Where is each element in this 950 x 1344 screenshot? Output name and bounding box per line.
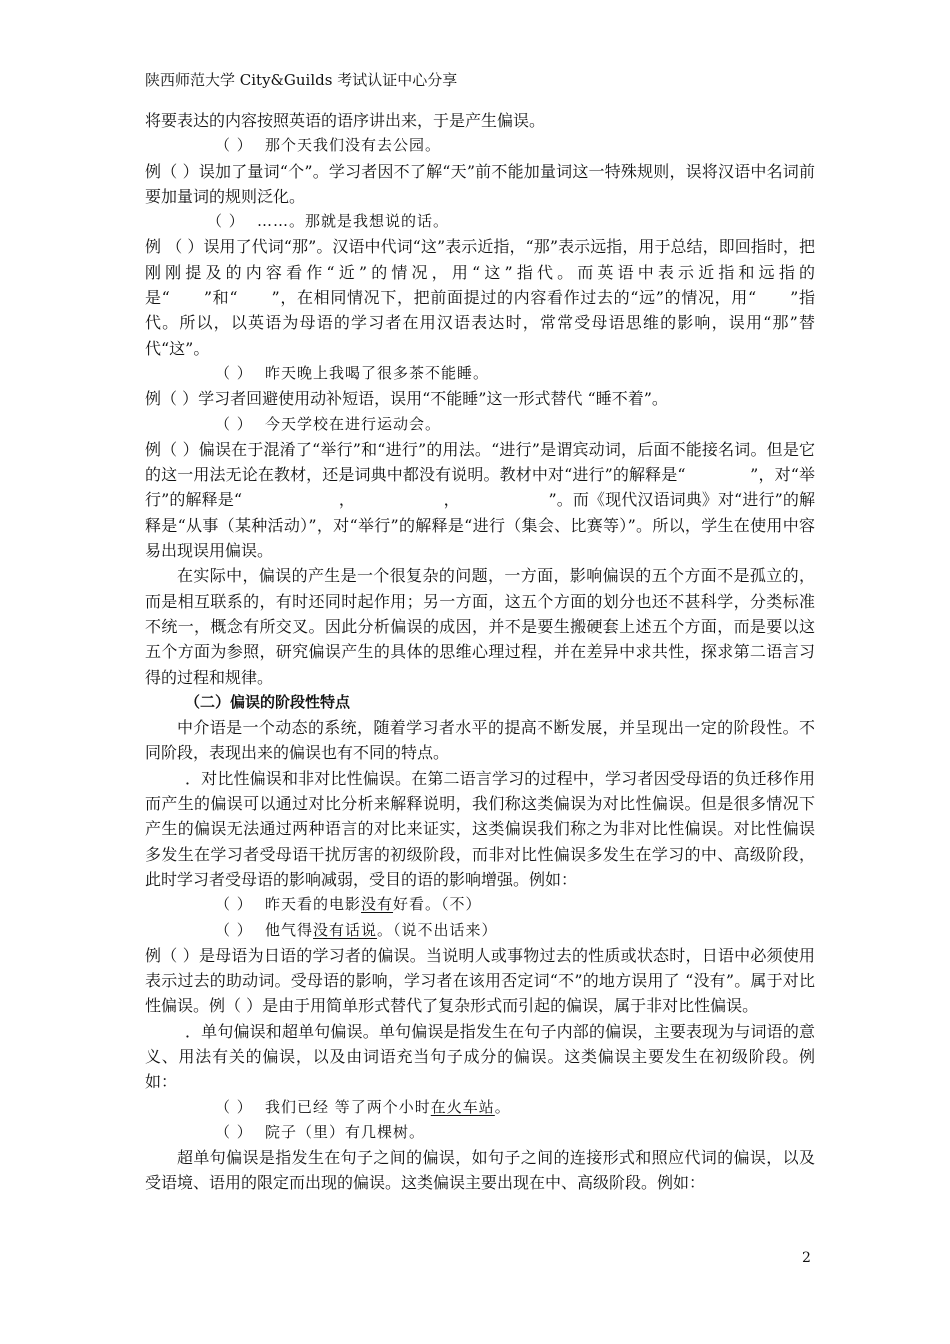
underlined-error: 没有话说 bbox=[313, 920, 378, 939]
example-explanation: 例（ ）学习者回避使用动补短语，误用“不能睡”这一形式替代 “睡不着”。 bbox=[145, 389, 668, 409]
example-text: 昨天看的电影 bbox=[265, 895, 362, 914]
example-sentence bbox=[145, 892, 815, 917]
example-text: 好看。（不） bbox=[393, 895, 482, 914]
document-body bbox=[145, 108, 815, 1196]
paragraph-continuation: 将要表达的内容按照英语的语序讲出来，于是产生偏误。 bbox=[145, 111, 546, 130]
section-heading: （二）偏误的阶段性特点 bbox=[185, 692, 351, 711]
example-text: 。（说不出话来） bbox=[377, 920, 498, 939]
example-text: 今天学校在进行运动会。 bbox=[265, 414, 442, 433]
body-paragraph: 超单句偏误是指发生在句子之间的偏误，如句子之间的连接形式和照应代词的偏误，以及受语境、语用的限定而出现的偏误。这类偏误主要出现在中、高级阶段。例如： bbox=[145, 1148, 815, 1193]
example-text: 昨天晚上我喝了很多茶不能睡。 bbox=[265, 363, 490, 382]
example-sentence bbox=[145, 133, 815, 158]
example-number: （ ） bbox=[215, 1097, 253, 1116]
example-sentence bbox=[145, 361, 815, 386]
example-sentence bbox=[145, 918, 815, 943]
example-number: （ ） bbox=[215, 1122, 253, 1141]
example-text: 他气得 bbox=[265, 920, 314, 939]
example-number: （ ） bbox=[215, 895, 253, 914]
example-text: 我们已经 等了两个小时 bbox=[265, 1097, 431, 1116]
example-sentence bbox=[145, 209, 815, 234]
example-text: 院子（里）有几棵树。 bbox=[265, 1122, 426, 1141]
example-text: ……。那就是我想说的话。 bbox=[257, 212, 450, 231]
example-number: （ ） bbox=[215, 136, 253, 155]
underlined-error: 在火车站 bbox=[430, 1097, 495, 1116]
example-text: 。 bbox=[494, 1097, 511, 1116]
example-number: （ ） bbox=[215, 414, 253, 433]
example-text: 那个天我们没有去公园。 bbox=[265, 136, 442, 155]
body-paragraph: 在实际中，偏误的产生是一个很复杂的问题，一方面，影响偏误的五个方面不是孤立的，而是相互联系的，有时还同时起作用；另一方面，这五个方面的划分也还不甚科学，分类标准不统一，概念有所交叉。因此分析偏误的成因，并不是要生搬硬套上述五个方面，而是要以这五个方面为参照，研究偏误产生的具体的思维心理过程，并在差异中求共性，探求第二语言习得的过程和规律。 bbox=[145, 566, 815, 687]
example-explanation: 例（ ）是母语为日语的学习者的偏误。当说明人或事物过去的性质或状态时，日语中必须使用表示过去的助动词。受母语的影响，学习者在该用否定词“不”的地方误用了 “没有”。属于对比性偏误。例（ ）是由于用简单形式替代了复杂形式而引起的偏误，属于非对比性偏误。 bbox=[145, 945, 815, 1016]
list-item-contrastive-errors: ．对比性偏误和非对比性偏误。在第二语言学习的过程中，学习者因受母语的负迁移作用而产生的偏误可以通过对比分析来解释说明，我们称这类偏误为对比性偏误。但是很多情况下产生的偏误无法通过两种语言的对比来证实，这类偏误我们称之为非对比性偏误。对比性偏误多发生在学习者受母语干扰厉害的初级阶段，而非对比性偏误多发生在学习的中、高级阶段，此时学习者受母语的影响减弱，受目的语的影响增强。例如： bbox=[145, 768, 815, 889]
example-explanation: 例（ ）偏误在于混淆了“举行”和“进行”的用法。“进行”是谓宾动词，后面不能接名词。但是它的这一用法无论在教材，还是词典中都没有说明。教材中对“进行”的解释是“ ”，对“举行”的解释是“ ， ， ”。而《现代汉语词典》对“进行”的解释是“从事（某种活动）”，对“举行”的解释是“进行（集会、比赛等）”。所以，学生在使用中容易出现误用偏误。 bbox=[145, 439, 815, 561]
example-sentence bbox=[145, 412, 815, 437]
underlined-error: 没有 bbox=[361, 895, 394, 914]
example-sentence bbox=[145, 1095, 815, 1120]
example-sentence bbox=[145, 1120, 815, 1145]
example-explanation: 例（ ）误加了量词“个”。学习者因不了解“天”前不能加量词这一特殊规则，误将汉语中名词前要加量词的规则泛化。 bbox=[145, 161, 815, 206]
body-paragraph: 中介语是一个动态的系统，随着学习者水平的提高不断发展，并呈现出一定的阶段性。不同阶段，表现出来的偏误也有不同的特点。 bbox=[145, 718, 815, 763]
list-item-sentence-errors: ．单句偏误和超单句偏误。单句偏误是指发生在句子内部的偏误，主要表现为与词语的意义、用法有关的偏误，以及由词语充当句子成分的偏误。这类偏误主要发生在初级阶段。例如： bbox=[145, 1021, 815, 1092]
page-header: 陕西师范大学 City&Guilds 考试认证中心分享 bbox=[145, 71, 458, 89]
example-number: （ ） bbox=[215, 363, 253, 382]
page-number: 2 bbox=[802, 1250, 811, 1266]
example-number: （ ） bbox=[207, 212, 245, 231]
example-number: （ ） bbox=[215, 920, 253, 939]
example-explanation: 例 （ ）误用了代词“那”。汉语中代词“这”表示近指，“那”表示远指，用于总结，即回指时，把刚刚提及的内容看作“近”的情况，用“这”指代。而英语中表示近指和远指的是“ ”和“ ”，在相同情况下，把前面提过的内容看作过去的“远”的情况，用“ ”指代。所以，以英语为母语的学习者在用汉语表达时，常常受母语思维的影响，误用“那”替代“这”。 bbox=[145, 237, 815, 358]
